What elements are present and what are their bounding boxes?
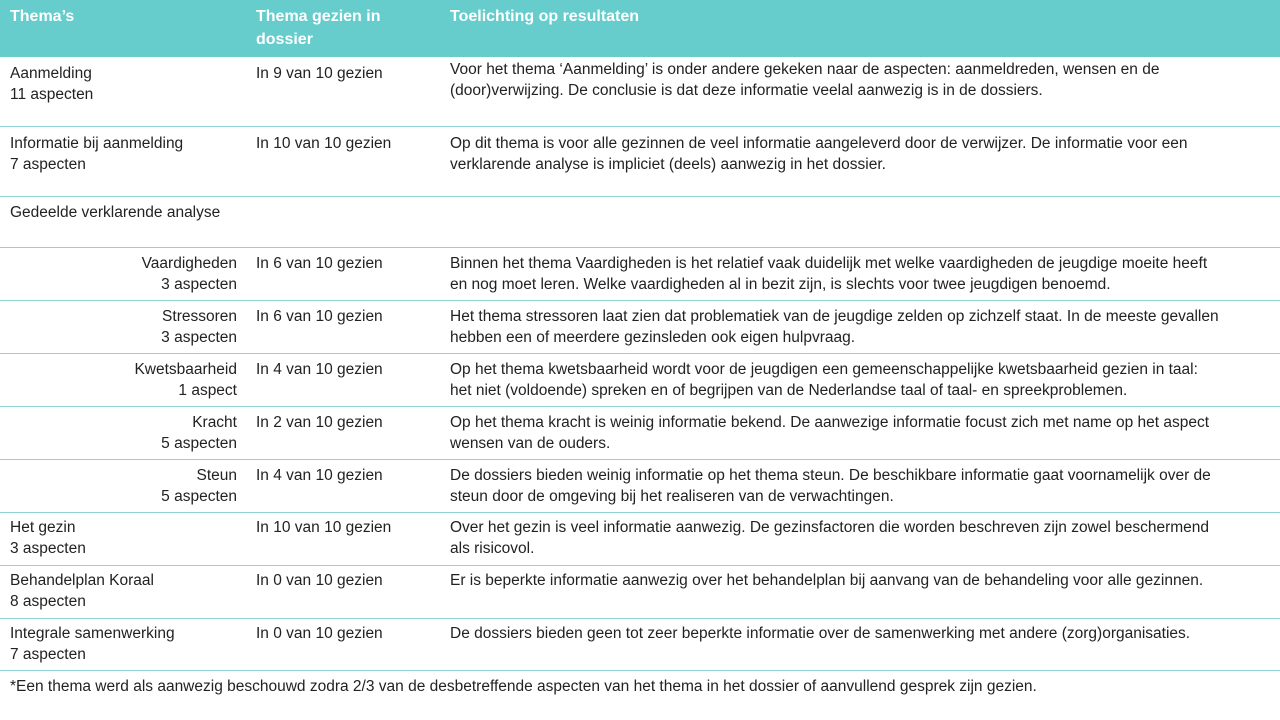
table-row-kracht (0, 407, 1280, 460)
theme-aspects: 5 aspecten (161, 435, 237, 452)
theme-aspects: 3 aspecten (161, 276, 237, 293)
explanation-cell (450, 59, 1275, 101)
theme-cell (10, 517, 235, 559)
explanation-line1: Op dit thema is voor alle gezinnen de veel informatie aangeleverd door de verwijzer. De informatie voor een (450, 135, 1188, 152)
table-row-behandelplan (0, 566, 1280, 619)
theme-cell (10, 253, 237, 295)
table-row-steun (0, 460, 1280, 513)
theme-aspects: 8 aspecten (10, 593, 86, 610)
header-seen-line1: Thema gezien in (256, 8, 381, 25)
explanation-line1: De dossiers bieden geen tot zeer beperkte informatie over de samenwerking met andere (zorg)organisaties. (450, 625, 1191, 642)
theme-aspects: 5 aspecten (161, 488, 237, 505)
footnote: *Een thema werd als aanwezig beschouwd zodra 2/3 van de desbetreffende aspecten van het thema in het dossier of aanvullend gesprek zijn gezien. (10, 678, 1037, 695)
theme-cell (10, 465, 237, 507)
theme-name: Behandelplan Koraal (10, 572, 154, 589)
seen-cell: In 6 van 10 gezien (256, 255, 383, 272)
explanation-cell (450, 359, 1275, 401)
seen-cell: In 0 van 10 gezien (256, 572, 383, 589)
theme-name: Kwetsbaarheid (134, 361, 237, 378)
explanation-line2: hebben een of meerdere gezinsleden ook eigen hulpvraag. (450, 329, 856, 346)
theme-name: Integrale samenwerking (10, 625, 175, 642)
theme-name: Aanmelding (10, 65, 92, 82)
explanation-line1: Er is beperkte informatie aanwezig over het behandelplan bij aanvang van de behandeling voor alle gezinnen. (450, 572, 1204, 589)
table-row-het-gezin (0, 513, 1280, 566)
theme-name: Vaardigheden (141, 255, 237, 272)
explanation-line1: Voor het thema ‘Aanmelding’ is onder andere gekeken naar de aspecten: aanmeldreden, wensen en de (450, 61, 1160, 78)
seen-cell: In 2 van 10 gezien (256, 414, 383, 431)
explanation-line2: (door)verwijzing. De conclusie is dat deze informatie veelal aanwezig is in de dossiers. (450, 82, 1043, 99)
theme-cell (10, 412, 237, 454)
explanation-line2: en nog moet leren. Welke vaardigheden al in bezit zijn, is slechts voor twee jeugdigen benoemd. (450, 276, 1111, 293)
theme-aspects: 7 aspecten (10, 646, 86, 663)
table-row-integrale-samenwerking (0, 619, 1280, 671)
explanation-cell (450, 517, 1275, 559)
seen-cell: In 4 van 10 gezien (256, 467, 383, 484)
seen-cell: In 10 van 10 gezien (256, 135, 392, 152)
table-row-kwetsbaarheid (0, 354, 1280, 407)
explanation-line1: Binnen het thema Vaardigheden is het relatief vaak duidelijk met welke vaardigheden de jeugdige moeite heeft (450, 255, 1208, 272)
header-themes: Thema’s (10, 8, 75, 25)
theme-name: Kracht (192, 414, 237, 431)
table-header (0, 0, 1280, 57)
explanation-line1: De dossiers bieden weinig informatie op het thema steun. De beschikbare informatie gaat voornamelijk over de (450, 467, 1211, 484)
theme-cell (10, 306, 237, 348)
seen-cell: In 4 van 10 gezien (256, 361, 383, 378)
explanation-line2: het niet (voldoende) spreken en of begrijpen van de Nederlandse taal of taal- en spreekproblemen. (450, 382, 1128, 399)
theme-cell (10, 623, 235, 665)
explanation-cell (450, 253, 1275, 295)
seen-cell: In 9 van 10 gezien (256, 65, 383, 82)
theme-aspects: 3 aspecten (161, 329, 237, 346)
explanation-cell (450, 570, 1275, 591)
explanation-line2: als risicovol. (450, 540, 535, 557)
header-seen-line2: dossier (256, 31, 313, 48)
theme-cell (10, 133, 235, 175)
theme-name: Het gezin (10, 519, 76, 536)
explanation-cell (450, 306, 1275, 348)
explanation-line2: steun door de omgeving bij het realiseren van de verwachtingen. (450, 488, 894, 505)
seen-cell: In 10 van 10 gezien (256, 519, 392, 536)
table-row-informatie (0, 127, 1280, 197)
table-row-section-header (0, 197, 1280, 248)
explanation-cell (450, 465, 1275, 507)
header-seen (256, 5, 441, 51)
table-row-stressoren (0, 301, 1280, 354)
explanation-cell (450, 623, 1275, 644)
theme-name: Steun (196, 467, 237, 484)
header-explanation: Toelichting op resultaten (450, 8, 640, 25)
explanation-cell (450, 412, 1275, 454)
seen-cell: In 6 van 10 gezien (256, 308, 383, 325)
theme-name: Stressoren (162, 308, 237, 325)
theme-aspects: 3 aspecten (10, 540, 86, 557)
seen-cell: In 0 van 10 gezien (256, 625, 383, 642)
explanation-line1: Op het thema kwetsbaarheid wordt voor de jeugdigen een gemeenschappelijke kwetsbaarheid gezien in taal: (450, 361, 1198, 378)
theme-aspects: 1 aspect (178, 382, 237, 399)
theme-cell (10, 570, 235, 612)
explanation-line1: Over het gezin is veel informatie aanwezig. De gezinsfactoren die worden beschreven zijn zowel beschermend (450, 519, 1210, 536)
theme-name: Informatie bij aanmelding (10, 135, 184, 152)
explanation-line2: wensen van de ouders. (450, 435, 611, 452)
table-row-aanmelding (0, 57, 1280, 127)
table-row-vaardigheden (0, 248, 1280, 301)
explanation-line2: verklarende analyse is impliciet (deels) aanwezig in het dossier. (450, 156, 886, 173)
theme-aspects: 7 aspecten (10, 156, 86, 173)
section-title: Gedeelde verklarende analyse (10, 204, 221, 221)
explanation-line1: Op het thema kracht is weinig informatie bekend. De aanwezige informatie focust zich met name op het aspect (450, 414, 1210, 431)
explanation-line1: Het thema stressoren laat zien dat problematiek van de jeugdige zelden op zichzelf staat. In de meeste gevallen (450, 308, 1219, 325)
explanation-cell (450, 133, 1275, 175)
theme-cell (10, 63, 235, 105)
theme-cell (10, 359, 237, 401)
theme-aspects: 11 aspecten (10, 86, 94, 103)
